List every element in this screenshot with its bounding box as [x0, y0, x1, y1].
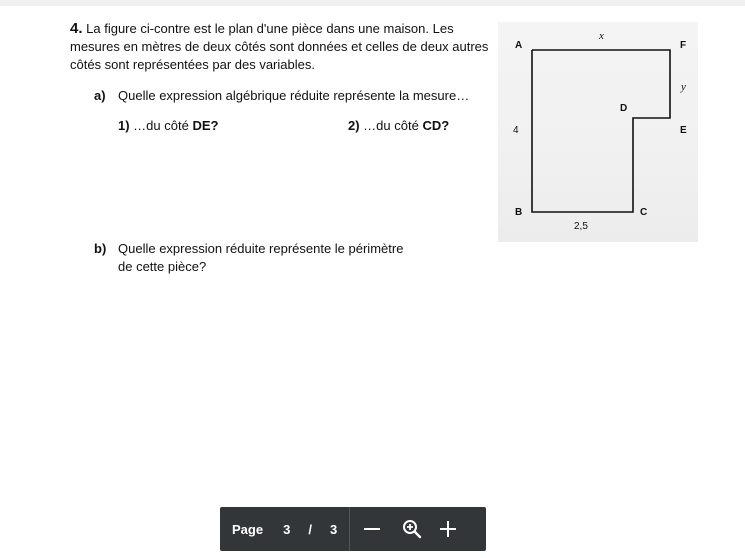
question-b-line1: Quelle expression réduite représente le périmètre — [118, 241, 404, 256]
label-f: F — [680, 40, 687, 51]
label-b: B — [515, 207, 523, 218]
magnifier-icon — [402, 519, 422, 539]
zoom-out-icon[interactable] — [364, 528, 380, 530]
problem-intro-text: La figure ci-contre est le plan d'une pièce dans une maison. Les mesures en mètres de deux côtés sont données et celles de deux autres côtés sont représentées par des variables. — [70, 21, 489, 72]
variable-x: x — [599, 30, 604, 42]
question-b-letter: b) — [94, 241, 107, 256]
sub2-side: CD? — [422, 118, 450, 133]
problem-number: 4. — [70, 20, 83, 37]
question-a-text: Quelle expression algébrique réduite représente la mesure… — [118, 88, 470, 103]
top-bar — [0, 0, 745, 6]
room-outline — [532, 50, 670, 212]
question-a — [94, 88, 469, 103]
side-ab-length: 4 — [513, 125, 519, 136]
page-number-input[interactable]: 3 — [283, 521, 291, 537]
question-a-sub2 — [348, 118, 449, 133]
page-separator: / — [308, 521, 312, 537]
zoom-fit-icon[interactable] — [402, 519, 422, 539]
sub1-number: 1) — [118, 118, 130, 133]
sub2-number: 2) — [348, 118, 360, 133]
question-b — [94, 240, 434, 276]
room-plan-svg — [498, 22, 698, 242]
label-a: A — [515, 40, 523, 51]
label-d: D — [620, 103, 628, 114]
variable-y: y — [681, 81, 686, 93]
problem-statement — [70, 20, 495, 74]
sub2-text: …du côté — [359, 118, 423, 133]
toolbar-divider — [349, 507, 350, 551]
question-a-letter: a) — [94, 88, 106, 103]
room-plan-figure — [498, 22, 698, 242]
question-b-line2: de cette pièce? — [118, 259, 207, 274]
question-a-sub1 — [118, 118, 218, 133]
zoom-in-icon[interactable] — [440, 521, 456, 537]
page-label: Page — [232, 521, 264, 537]
page-total: 3 — [329, 521, 338, 537]
pdf-page-toolbar — [220, 507, 486, 551]
label-e: E — [680, 125, 687, 136]
side-bc-length: 2,5 — [574, 221, 588, 232]
label-c: C — [640, 207, 648, 218]
sub1-side: DE? — [192, 118, 219, 133]
sub1-text: …du côté — [129, 118, 193, 133]
